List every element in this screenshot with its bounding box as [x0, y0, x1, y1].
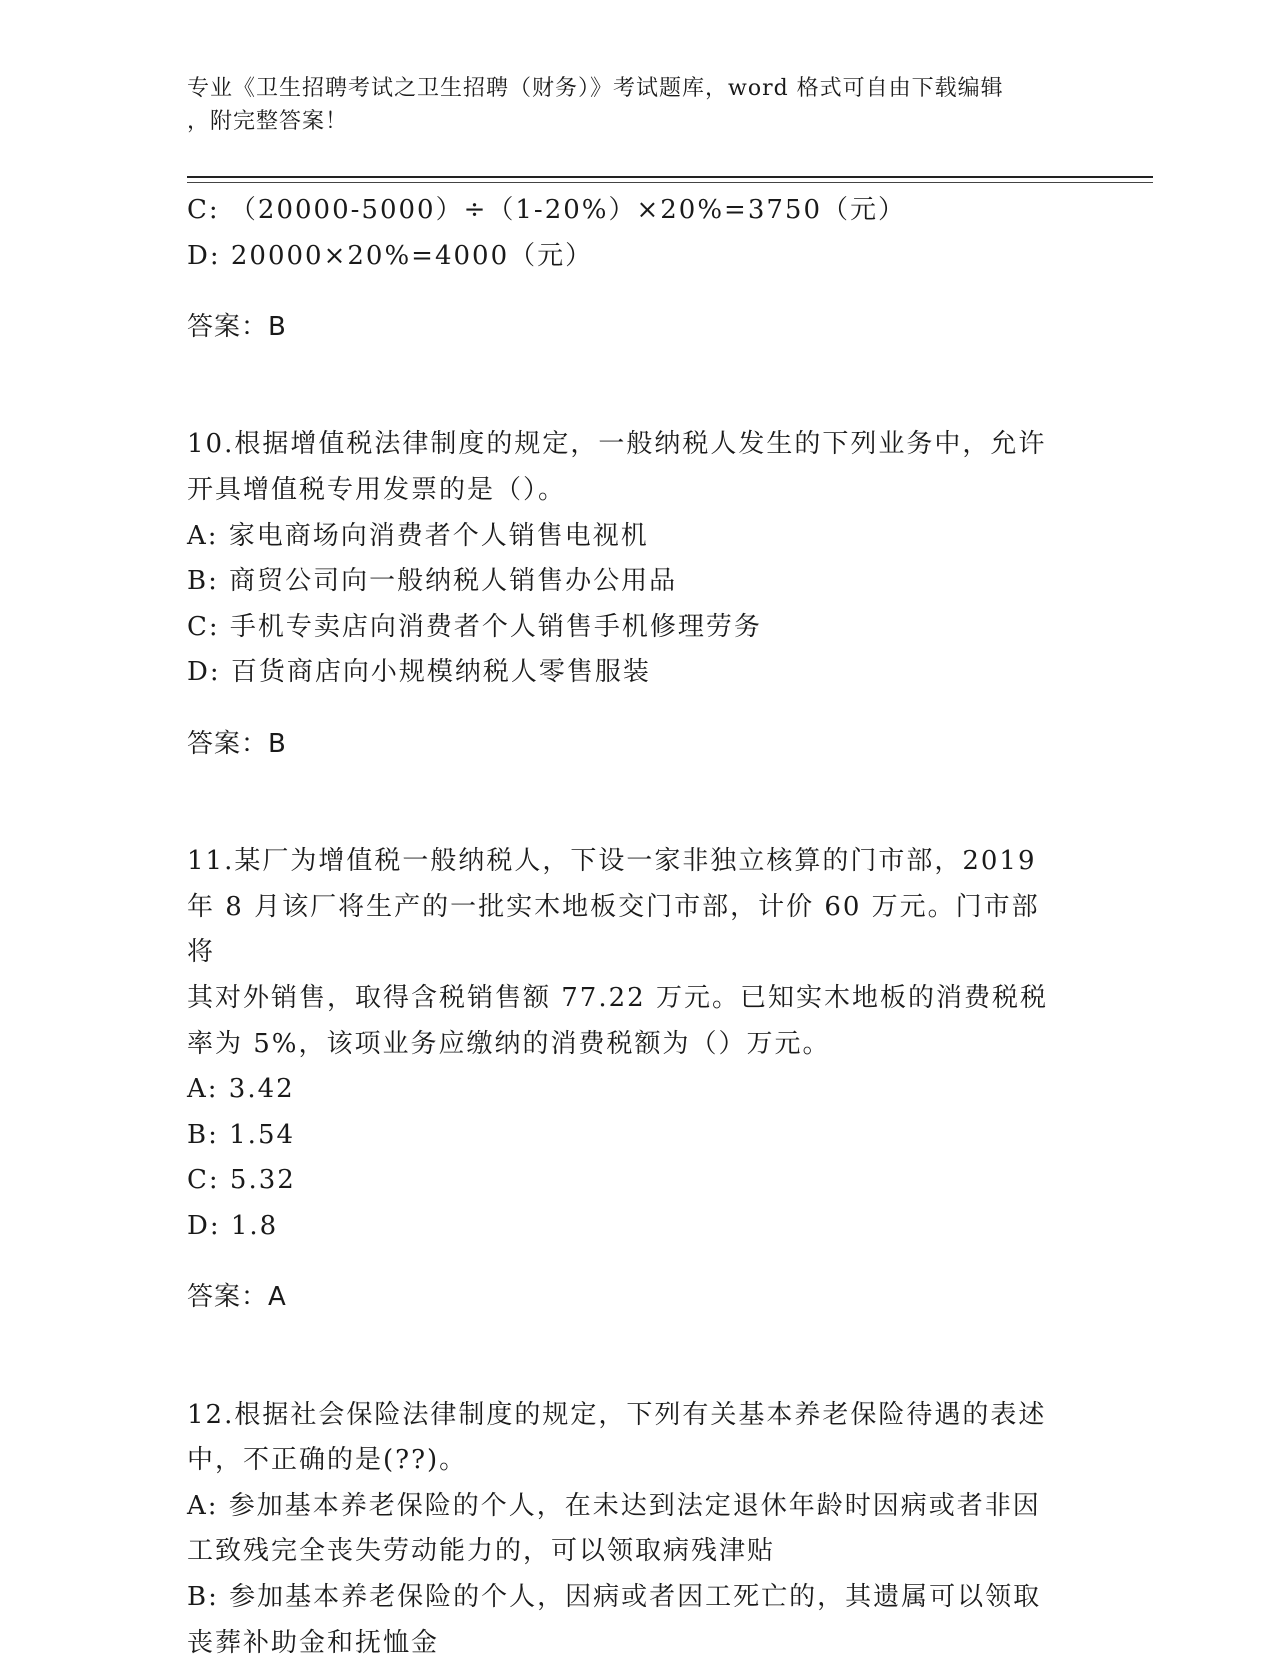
option-d: D: 1.8: [187, 1210, 279, 1241]
header-line-1: 专业《卫生招聘考试之卫生招聘（财务）》考试题库，word 格式可自由下载编辑: [187, 76, 1004, 101]
spacer: [187, 377, 1067, 423]
spacer: [187, 1347, 1067, 1393]
question-10: [187, 422, 1067, 767]
option-d: D: 百货商店向小规模纳税人零售服装: [187, 657, 651, 688]
option-b: 丧葬补助金和抚恤金: [187, 1627, 440, 1658]
answer-line: 答案：B: [187, 312, 287, 343]
option-c: C: 手机专卖店向消费者个人销售手机修理劳务: [187, 611, 762, 642]
document-header: [187, 72, 1067, 138]
question-stem: 年 8 月该厂将生产的一批实木地板交门市部，计价 60 万元。门市部将: [187, 891, 1040, 968]
header-divider-thick: [187, 176, 1153, 178]
question-stem: 其对外销售，取得含税销售额 77.22 万元。已知实木地板的消费税税: [187, 982, 1048, 1013]
option-b: B: 参加基本养老保险的个人，因病或者因工死亡的，其遗属可以领取: [187, 1582, 1042, 1613]
header-line-2: ，附完整答案！: [187, 109, 349, 134]
option-d: D: 20000×20%=4000（元）: [187, 240, 594, 271]
question-11: [187, 839, 1067, 1321]
question-stem: 12.根据社会保险法律制度的规定，下列有关基本养老保险待遇的表述: [187, 1399, 1047, 1430]
answer-line: 答案：B: [187, 728, 287, 759]
option-a: A: 家电商场向消费者个人销售电视机: [187, 520, 649, 551]
question-stem: 率为 5%，该项业务应缴纳的消费税额为（）万元。: [187, 1028, 831, 1059]
question-stem: 开具增值税专用发票的是（）。: [187, 474, 567, 505]
question-stem: 10.根据增值税法律制度的规定，一般纳税人发生的下列业务中，允许: [187, 429, 1047, 460]
option-a: A: 3.42: [187, 1074, 295, 1105]
option-b: B: 商贸公司向一般纳税人销售办公用品: [187, 566, 678, 597]
previous-question-tail: [187, 188, 1067, 351]
option-c: C: （20000-5000）÷（1-20%）×20%=3750（元）: [187, 195, 907, 225]
document-body: [187, 188, 1067, 1666]
option-a: 工致残完全丧失劳动能力的，可以领取病残津贴: [187, 1536, 776, 1567]
option-b: B: 1.54: [187, 1119, 296, 1150]
spacer: [187, 794, 1067, 840]
question-stem: 11.某厂为增值税一般纳税人，下设一家非独立核算的门市部，2019: [187, 846, 1037, 877]
option-c: C: 5.32: [187, 1165, 296, 1196]
header-divider-thin: [187, 182, 1153, 183]
option-a: A: 参加基本养老保险的个人，在未达到法定退休年龄时因病或者非因: [187, 1490, 1041, 1521]
question-12: [187, 1393, 1067, 1666]
answer-line: 答案：A: [187, 1282, 287, 1313]
question-stem: 中，不正确的是(??)。: [187, 1445, 468, 1476]
